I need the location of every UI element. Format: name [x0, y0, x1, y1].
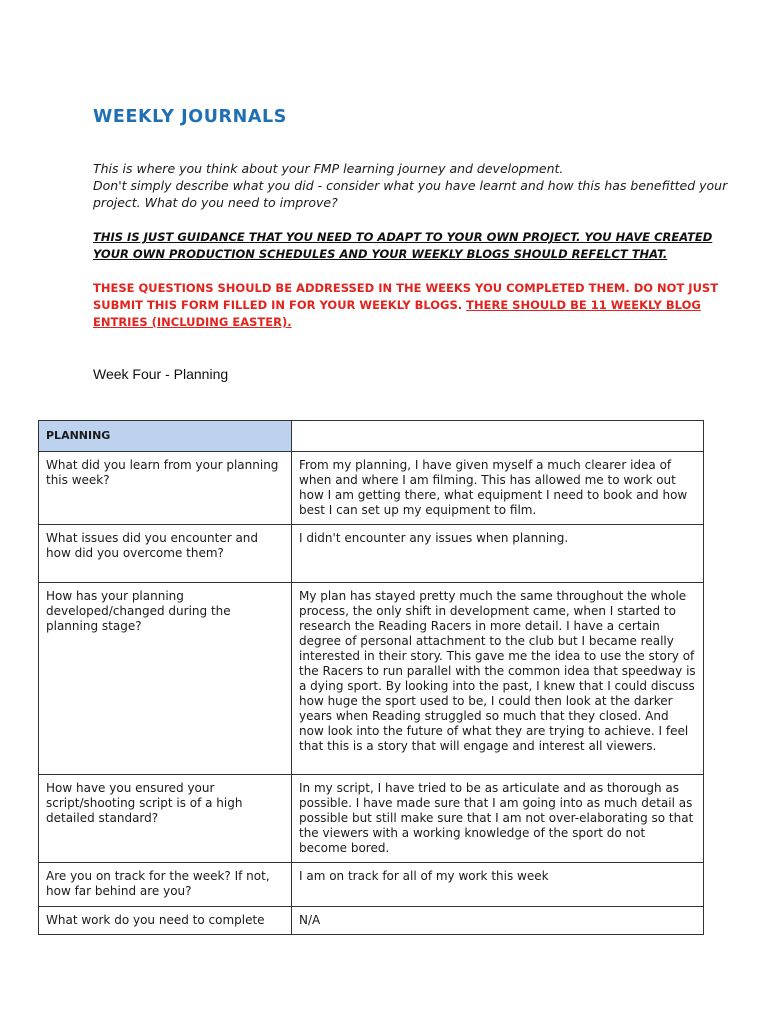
question-cell: What work do you need to complete [39, 907, 292, 935]
answer-cell: My plan has stayed pretty much the same throughout the whole process, the only shift in development came, when I started to research the Reading Racers in more detail. I have a certain degree of personal attachment to the club but I became really interested in their story. This gave me the idea to use the story of the Racers to run parallel with the common idea that speedway is a dying sport. By looking into the past, I knew that I could discuss how huge the sport used to be, I could then look at the darker years when Reading struggled so much that they closed. And now look into the future of what they are trying to achieve. I feel that this is a story that will engage and interest all viewers. [292, 583, 704, 775]
table-header-cell: PLANNING [39, 421, 292, 452]
intro-line-2: Don't simply describe what you did - consider what you have learnt and how this has benefitted your project. What do you need to improve? [93, 178, 728, 210]
guidance-note: THIS IS JUST GUIDANCE THAT YOU NEED TO ADAPT TO YOUR OWN PROJECT. YOU HAVE CREATED YOUR OWN PRODUCTION SCHEDULES AND YOUR WEEKLY BLOGS SHOULD REFELCT THAT. [93, 230, 713, 261]
planning-table [38, 420, 704, 935]
answer-cell: I didn't encounter any issues when planning. [292, 525, 704, 583]
page-title: WEEKLY JOURNALS [93, 107, 287, 127]
warning-text: THESE QUESTIONS SHOULD BE ADDRESSED IN THE WEEKS YOU COMPLETED THEM. DO NOT JUST SUBMIT THIS FORM FILLED IN FOR YOUR WEEKLY BLOGS. [93, 281, 719, 312]
question-cell: How has your planning developed/changed during the planning stage? [39, 583, 292, 775]
question-cell: Are you on track for the week? If not, how far behind are you? [39, 863, 292, 907]
answer-cell: N/A [292, 907, 704, 935]
table-header-empty-cell [292, 421, 704, 452]
question-cell: How have you ensured your script/shooting script is of a high detailed standard? [39, 775, 292, 863]
question-cell: What issues did you encounter and how did you overcome them? [39, 525, 292, 583]
table-header-row [39, 421, 704, 452]
table-row [39, 775, 704, 863]
answer-cell: From my planning, I have given myself a much clearer idea of when and where I am filming. This has allowed me to work out how I am getting there, what equipment I need to book and how best I can set up my equipment to film. [292, 452, 704, 525]
question-cell: What did you learn from your planning this week? [39, 452, 292, 525]
intro-line-1: This is where you think about your FMP learning journey and development. [93, 161, 564, 176]
table-row [39, 863, 704, 907]
table-row [39, 583, 704, 775]
week-heading: Week Four - Planning [93, 366, 229, 382]
answer-cell: I am on track for all of my work this week [292, 863, 704, 907]
table-row [39, 907, 704, 935]
table-row [39, 452, 704, 525]
warning-underlined-text: THERE SHOULD BE 11 WEEKLY BLOG ENTRIES (INCLUDING EASTER). [93, 298, 701, 329]
answer-cell: In my script, I have tried to be as articulate and as thorough as possible. I have made sure that I am going into as much detail as possible but still make sure that I am not over-elaborating so that the viewers with a working knowledge of the sport do not become bored. [292, 775, 704, 863]
warning-note [93, 280, 733, 331]
intro-text [93, 160, 733, 211]
table-row [39, 525, 704, 583]
